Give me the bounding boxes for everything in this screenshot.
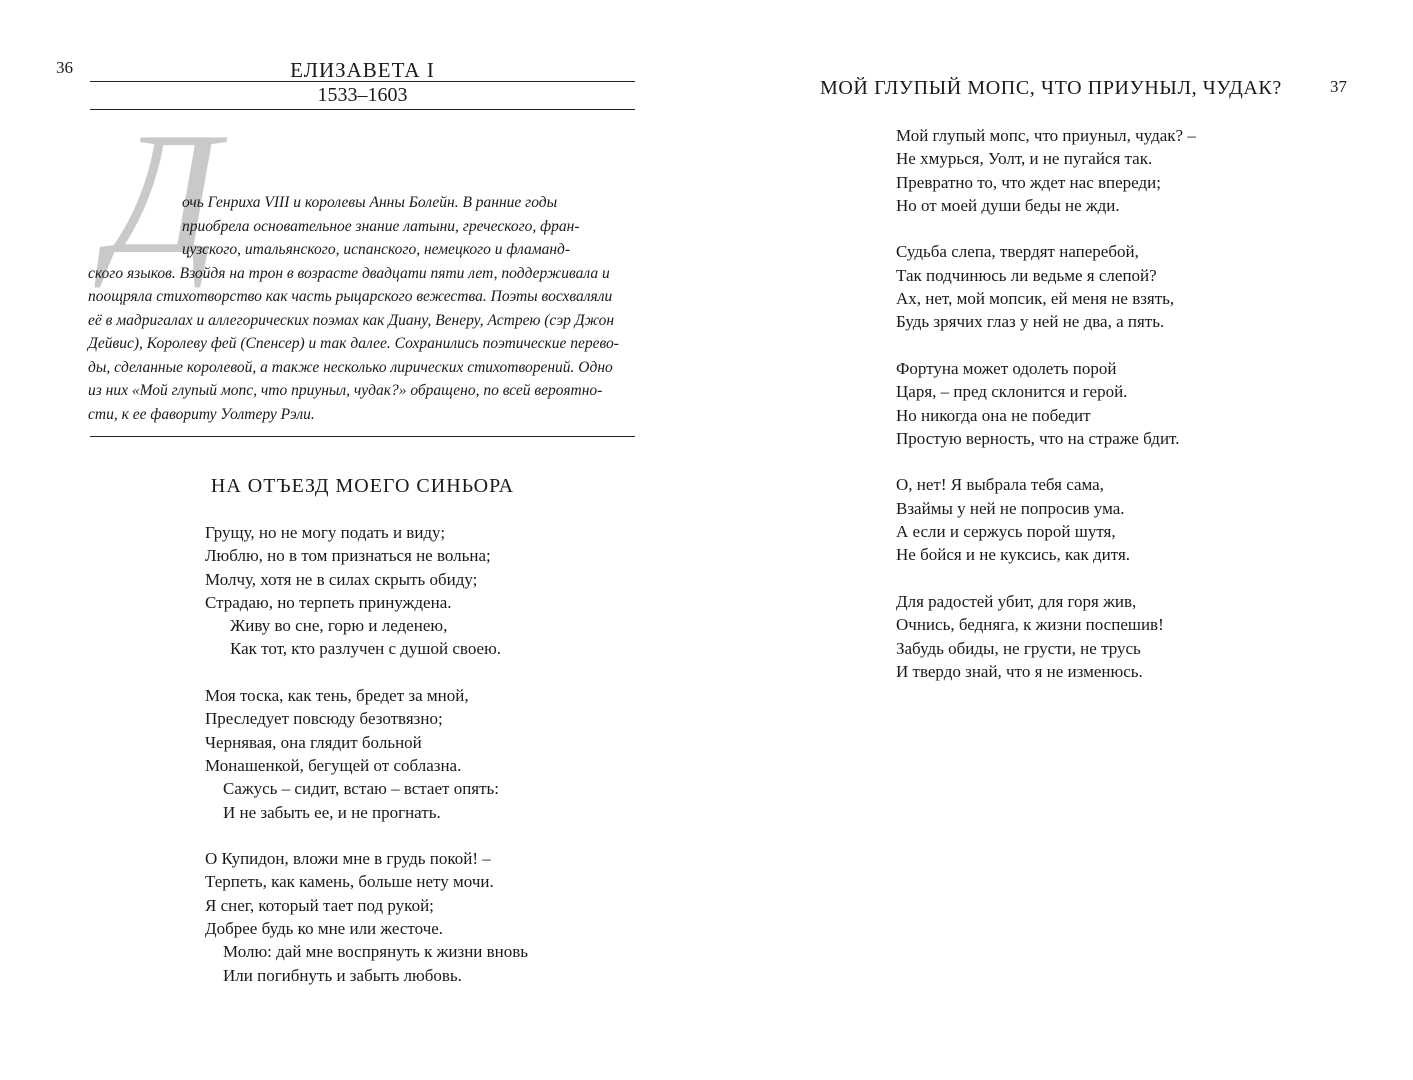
bio-line: ского языков. Взойдя на трон в возрасте двадцати пяти лет, поддерживала и — [88, 264, 610, 282]
verse-line: Очнись, бедняга, к жизни поспешив! — [896, 615, 1164, 635]
verse-line: Забудь обиды, не грусти, не трусь — [896, 638, 1141, 658]
verse-line: Люблю, но в том признаться не вольна; — [205, 546, 491, 566]
poem-stanza — [205, 521, 528, 661]
verse-line: Молчу, хотя не в силах скрыть обиду; — [205, 569, 478, 589]
poem-title: НА ОТЪЕЗД МОЕГО СИНЬОРА — [210, 475, 515, 497]
verse-line: Но никогда она не победит — [896, 405, 1091, 425]
verse-line: Взаймы у ней не попросив ума. — [896, 498, 1125, 518]
poem-stanza — [896, 124, 1196, 217]
verse-line: А если и сержусь порой шутя, — [896, 522, 1116, 542]
verse-line: Превратно то, что ждет нас впереди; — [896, 172, 1161, 192]
right-page — [706, 0, 1413, 1080]
left-page — [0, 0, 700, 1080]
verse-line: Для радостей убит, для горя жив, — [896, 591, 1137, 611]
poem-stanza — [205, 684, 528, 824]
bio-line: поощряла стихотворство как часть рыцарского вежества. Поэты восхваляли — [88, 288, 613, 305]
verse-line: Не хмурься, Уолт, и не пугайся так. — [896, 149, 1153, 169]
verse-line: Фортуна может одолеть порой — [896, 358, 1117, 378]
verse-line: Царя, – пред склонится и герой. — [896, 382, 1128, 402]
verse-line: О Купидон, вложи мне в грудь покой! – — [205, 849, 491, 869]
poem-stanza — [896, 357, 1196, 450]
verse-line: Не бойся и не куксись, как дитя. — [896, 545, 1131, 565]
verse-line: И твердо знай, что я не изменюсь. — [896, 661, 1143, 681]
verse-line: Судьба слепа, твердят наперебой, — [896, 242, 1139, 262]
verse-line: Моя тоска, как тень, бредет за мной, — [205, 686, 469, 706]
bio-line: Дейвис), Королеву фей (Спенсер) и так далее. Сохранились поэтические перево- — [88, 335, 619, 352]
verse-line: Грущу, но не могу подать и виду; — [205, 523, 446, 542]
header-rule-top — [90, 81, 635, 82]
verse-line: Ах, нет, мой мопсик, ей меня не взять, — [896, 289, 1175, 309]
poem-stanza — [205, 847, 528, 987]
drop-cap-letter: Д — [108, 96, 220, 290]
poem-stanza — [896, 590, 1196, 683]
bio-line: очь Генриха VIII и королевы Анны Болейн. В ранние годы — [182, 194, 558, 211]
bio-line: сти, к ее фавориту Уолтеру Рэли. — [88, 405, 315, 423]
verse-line: Чернявая, она глядит больной — [205, 732, 422, 752]
verse-line: И не забыть ее, и не прогнать. — [223, 802, 441, 822]
verse-line: Страдаю, но терпеть принуждена. — [205, 592, 452, 612]
bio-line: приобрела основательное знание латыни, греческого, фран- — [182, 217, 580, 235]
verse-line: О, нет! Я выбрала тебя сама, — [896, 475, 1104, 495]
biography-rule — [90, 436, 635, 437]
verse-line: Добрее будь ко мне или жесточе. — [205, 919, 444, 939]
verse-line: Как тот, кто разлучен с душой своею. — [230, 639, 502, 659]
poem-stanza — [896, 240, 1196, 333]
verse-line: Будь зрячих глаз у ней не два, а пять. — [896, 312, 1165, 332]
author-name-header: ЕЛИЗАВЕТА I — [290, 58, 435, 82]
verse-line: Молю: дай мне воспрянуть к жизни вновь — [223, 942, 529, 962]
poem-text — [896, 124, 1196, 683]
verse-line: Сажусь – сидит, встаю – встает опять: — [223, 779, 500, 799]
bio-line: из них «Мой глупый мопс, что приуныл, чудак?» обращено, по всей вероятно- — [88, 382, 603, 399]
verse-line: Монашенкой, бегущей от соблазна. — [205, 755, 462, 775]
author-biography — [88, 191, 636, 426]
verse-line: Простую верность, что на страже бдит. — [896, 428, 1180, 448]
poem-stanza — [896, 473, 1196, 566]
verse-line: Я снег, который тает под рукой; — [205, 895, 434, 915]
bio-line: её в мадригалах и аллегорических поэмах как Диану, Венеру, Астрею (сэр Джон — [88, 311, 615, 329]
verse-line: Живу во сне, горю и леденею, — [230, 616, 448, 636]
poem-text — [205, 521, 528, 987]
bio-line: цузского, итальянского, испанского, немецкого и фламанд- — [182, 241, 571, 258]
poem-title: МОЙ ГЛУПЫЙ МОПС, ЧТО ПРИУНЫЛ, ЧУДАК? — [820, 77, 1282, 99]
verse-line: Преследует повсюду безотвязно; — [205, 709, 443, 729]
page-number-left: 36 — [56, 58, 73, 77]
bio-line: ды, сделанные королевой, а также несколько лирических стихотворений. Одно — [88, 358, 613, 376]
verse-line: Или погибнуть и забыть любовь. — [223, 965, 462, 985]
author-years: 1533–1603 — [317, 84, 408, 106]
page-number-right: 37 — [1330, 77, 1347, 96]
verse-line: Но от моей души беды не жди. — [896, 195, 1120, 215]
verse-line: Так подчинюсь ли ведьме я слепой? — [896, 265, 1157, 285]
verse-line: Терпеть, как камень, больше нету мочи. — [205, 872, 494, 892]
verse-line: Мой глупый мопс, что приуныл, чудак? – — [896, 126, 1196, 145]
